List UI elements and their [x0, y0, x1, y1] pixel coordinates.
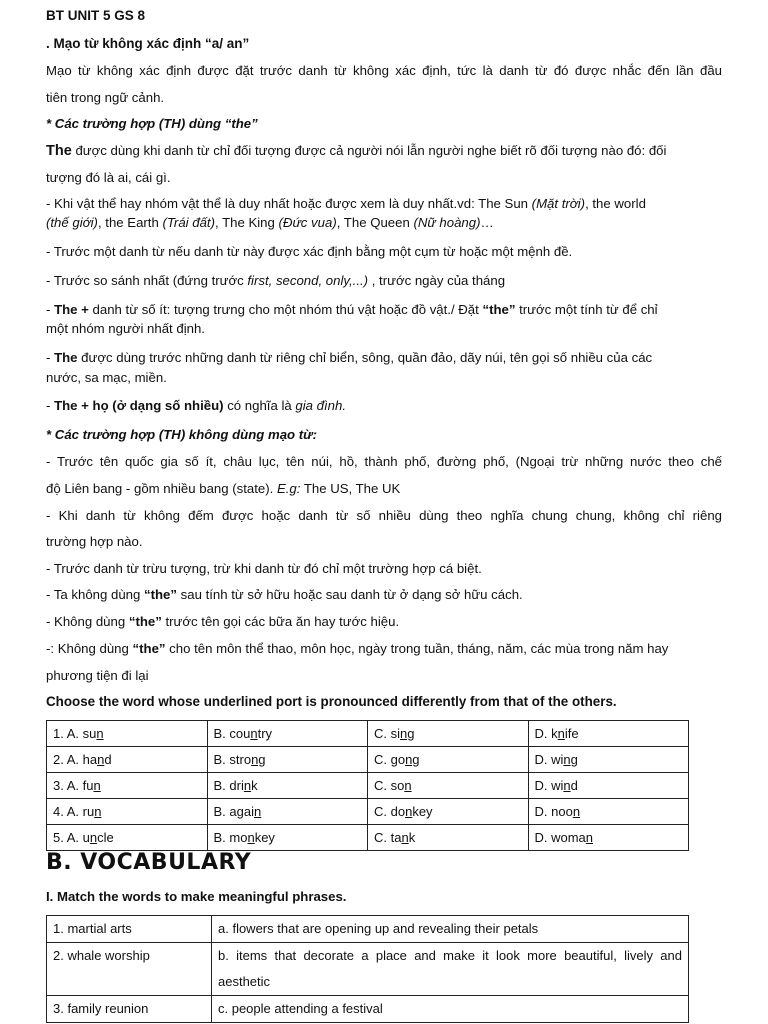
match-exercise-title: I. Match the words to make meaningful phrases. [46, 889, 347, 904]
answer-option [47, 799, 208, 825]
word-part: try [257, 726, 273, 741]
the-uses-p1-line1 [46, 141, 722, 161]
the-uses-heading: * Các trường hợp (TH) dùng “the” [46, 116, 258, 131]
the-uses-p1-line2: tượng đó là ai, cái gì. [46, 170, 171, 185]
underlined-letters: ng [563, 752, 578, 767]
word-part: B. agai [213, 804, 254, 819]
word-part: k [408, 830, 416, 845]
answer-option [528, 825, 689, 851]
pronunciation-table [46, 720, 689, 851]
the-uses-p6-line1 [46, 348, 722, 368]
italic-run: (Đức vua) [278, 215, 337, 230]
text-run: độ Liên bang - gồm nhiều bang (state). [46, 481, 277, 496]
underlined-letters: n [404, 778, 412, 793]
word-part: 1. A. su [53, 726, 97, 741]
match-right-item [212, 943, 689, 996]
word-part: key [412, 804, 433, 819]
word-part: 5. A. u [53, 830, 90, 845]
no-article-p1-line1: - Trước tên quốc gia số ít, châu lục, tên núi, hồ, thành phố, đường phố, (Ngoại trừ những nước theo chế [46, 454, 722, 469]
text-run: trước tên gọi các bữa ăn hay tước hiệu. [161, 614, 400, 629]
answer-option [368, 747, 529, 773]
text-run: - Không dùng [46, 614, 129, 629]
underlined-letters: n [401, 830, 409, 845]
no-article-p6-line1 [46, 639, 722, 659]
word-part: D. wi [534, 752, 564, 767]
match-row [47, 996, 689, 1023]
underlined-letters: n [243, 778, 252, 793]
match-left-item: 2. whale worship [47, 943, 212, 996]
match-left-item: 3. family reunion [47, 996, 212, 1023]
text-run: - [46, 350, 55, 365]
word-part: D. wi [534, 778, 564, 793]
italic-run: (Mặt trời) [531, 196, 586, 211]
underlined-letters: n [405, 804, 413, 819]
no-article-heading: * Các trường hợp (TH) không dùng mạo từ: [46, 427, 317, 442]
answer-option [368, 799, 529, 825]
text-run: trước một tính từ để chỉ [515, 302, 658, 317]
answer-option [368, 825, 529, 851]
match-right-line: a. flowers that are opening up and revealing their petals [218, 921, 539, 936]
word-part: D. k [534, 726, 558, 741]
italic-run: (Trái đất) [162, 215, 215, 230]
answer-option [368, 721, 529, 747]
word-part: B. dri [213, 778, 244, 793]
word-part: C. so [374, 778, 405, 793]
no-article-p6-line2: phương tiện đi lại [46, 668, 149, 683]
answer-option [528, 721, 689, 747]
match-right-line: aesthetic [218, 974, 271, 989]
underlined-letters: n [253, 804, 262, 819]
italic-run: E.g: [276, 481, 301, 496]
word-part: d [570, 778, 578, 793]
text-run: - Ta không dùng [46, 587, 145, 602]
text-run: The US, The UK [300, 481, 401, 496]
underlined-letters: ng [405, 752, 420, 767]
word-part: cle [97, 830, 114, 845]
word-part: C. go [374, 752, 406, 767]
the-uses-p5-line1 [46, 300, 722, 320]
pronunciation-row [47, 825, 689, 851]
bold-run: “the” [128, 614, 162, 629]
bold-the: The [46, 143, 72, 159]
match-row [47, 943, 689, 996]
word-part: D. woma [534, 830, 586, 845]
vocabulary-heading: B. VOCABULARY [46, 850, 252, 875]
text-run: - [46, 302, 55, 317]
no-article-p4 [46, 585, 722, 605]
match-right-line: b. items that decorate a place and make it look more beautiful, lively and [218, 948, 682, 963]
match-right-line: c. people attending a festival [218, 1001, 383, 1016]
word-part: ife [564, 726, 579, 741]
text-run: danh từ số ít: tượng trưng cho một nhóm thú vật hoặc đồ vật./ Đặt [88, 302, 483, 317]
underlined-letters: n [97, 752, 105, 767]
italic-run: first, second, only,...) [247, 273, 369, 288]
answer-option [47, 773, 208, 799]
text-run: - [46, 398, 55, 413]
bold-run: “the” [132, 641, 166, 656]
underlined-letters: n [572, 804, 581, 819]
underlined-letters: n [93, 778, 101, 793]
answer-option [47, 721, 208, 747]
answer-option [207, 721, 368, 747]
pronunciation-row [47, 799, 689, 825]
answer-option [207, 799, 368, 825]
answer-option [47, 825, 208, 851]
word-part: C. si [374, 726, 400, 741]
word-part: 4. A. ru [53, 804, 95, 819]
answer-option [528, 747, 689, 773]
underlined-letters: n [247, 830, 255, 845]
answer-option [207, 747, 368, 773]
match-right-item [212, 996, 689, 1023]
answer-option [207, 773, 368, 799]
no-article-p2-line1: - Khi danh từ không đếm được hoặc danh từ số nhiều dùng theo nghĩa chung chung, không chỉ riêng [46, 508, 722, 523]
underlined-letters: n [585, 830, 594, 845]
underlined-letters: ng [400, 726, 415, 741]
text-run: sau tính từ sở hữu hoặc sau danh từ ở dạng sở hữu cách. [176, 587, 523, 602]
no-article-p5 [46, 612, 722, 632]
text-run: , the world [585, 196, 646, 211]
text-run: , The King [214, 215, 279, 230]
text-run: - Trước so sánh nhất (đứng trước [46, 273, 248, 288]
word-part: B. cou [213, 726, 251, 741]
match-row [47, 916, 689, 943]
word-part: B. stro [213, 752, 252, 767]
underlined-letters: n [563, 778, 571, 793]
document-title: BT UNIT 5 GS 8 [46, 8, 146, 23]
no-article-p1-line2 [46, 479, 722, 499]
section-heading-indefinite-article: . Mạo từ không xác định “a/ an” [46, 36, 250, 51]
word-part: B. mo [213, 830, 248, 845]
pronunciation-row [47, 773, 689, 799]
intro-line-2: tiên trong ngữ cảnh. [46, 90, 165, 105]
word-part: C. do [374, 804, 406, 819]
match-table [46, 915, 689, 1023]
word-part: D. noo [534, 804, 573, 819]
bold-run: The + [54, 302, 89, 317]
answer-option [368, 773, 529, 799]
text-run: - Khi vật thể hay nhóm vật thể là duy nhất hoặc được xem là duy nhất.vd: The Sun [46, 196, 532, 211]
answer-option [207, 825, 368, 851]
answer-option [47, 747, 208, 773]
underlined-letters: n [250, 726, 258, 741]
the-uses-p3: - Trước một danh từ nếu danh từ này được xác định bằng một cụm từ hoặc một mệnh đề. [46, 244, 573, 259]
underlined-letters: ng [251, 752, 266, 767]
answer-option [528, 773, 689, 799]
italic-run: (Nữ hoàng) [413, 215, 481, 230]
word-part: k [251, 778, 258, 793]
text-run: , trước ngày của tháng [368, 273, 506, 288]
text-run: được dùng khi danh từ chỉ đối tượng được cả người nói lẫn người nghe biết rõ đối tượng nào đó: đối [71, 143, 667, 158]
underlined-letters: n [89, 830, 98, 845]
text-run: , The Queen [336, 215, 414, 230]
word-part: 3. A. fu [53, 778, 94, 793]
answer-option [528, 799, 689, 825]
italic-run: gia đình. [295, 398, 346, 413]
no-article-p2-line2: trường hợp nào. [46, 534, 143, 549]
match-right-item [212, 916, 689, 943]
bold-run: The + họ (ở dạng số nhiều) [54, 398, 224, 413]
word-part: key [254, 830, 275, 845]
text-run: có nghĩa là [223, 398, 296, 413]
text-run: cho tên môn thể thao, môn học, ngày trong tuần, tháng, năm, các mùa trong năm hay [165, 641, 669, 656]
word-part: 2. A. ha [53, 752, 98, 767]
the-uses-p2-line2 [46, 213, 722, 233]
no-article-p3: - Trước danh từ trừu tượng, trừ khi danh từ đó chỉ một trường hợp cá biệt. [46, 561, 482, 576]
text-run: … [480, 215, 494, 230]
underlined-letters: n [557, 726, 565, 741]
underlined-letters: n [96, 726, 104, 741]
match-left-item: 1. martial arts [47, 916, 212, 943]
text-run: được dùng trước những danh từ riêng chỉ biển, sông, quần đảo, dãy núi, tên gọi số nhiều của các [77, 350, 653, 365]
italic-run: (thế giới) [46, 215, 98, 230]
pronunciation-row [47, 721, 689, 747]
word-part: C. ta [374, 830, 402, 845]
the-uses-p7 [46, 396, 722, 416]
bold-run: The [54, 350, 78, 365]
the-uses-p4 [46, 271, 722, 291]
the-uses-p6-line2: nước, sa mạc, miền. [46, 370, 167, 385]
pronunciation-instruction: Choose the word whose underlined port is pronounced differently from that of the others. [46, 694, 617, 709]
intro-line-1: Mạo từ không xác định được đặt trước danh từ không xác định, tức là danh từ đó được nhắc đến lần đầu [46, 63, 722, 78]
the-uses-p5-line2: một nhóm người nhất định. [46, 321, 205, 336]
text-run: , the Earth [97, 215, 163, 230]
bold-run: “the” [144, 587, 177, 602]
the-uses-p2-line1 [46, 194, 722, 214]
word-part: d [104, 752, 112, 767]
text-run: -: Không dùng [46, 641, 133, 656]
pronunciation-row [47, 747, 689, 773]
underlined-letters: n [94, 804, 102, 819]
bold-run: “the” [482, 302, 516, 317]
